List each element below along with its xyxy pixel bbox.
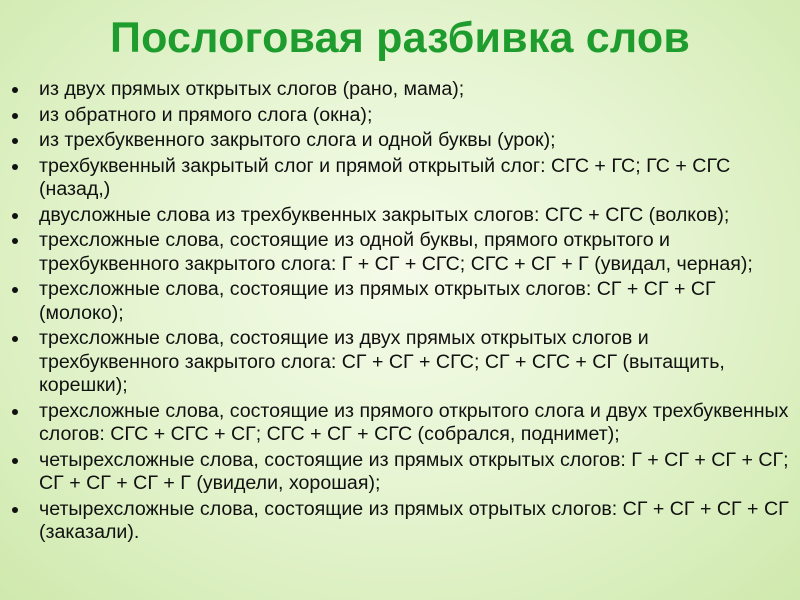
list-item: [12, 449, 790, 496]
list-item: [12, 278, 790, 325]
list-item: [12, 104, 790, 127]
list-item: [12, 498, 790, 545]
list-item-text: трехбуквенный закрытый слог и прямой открытый слог: СГС + ГС; ГС + СГС (назад,): [39, 154, 731, 201]
bullet-icon: [12, 507, 18, 513]
bullet-icon: [12, 409, 18, 415]
list-item-text: из двух прямых открытых слогов (рано, мама);: [39, 78, 465, 100]
list-item-text: из трехбуквенного закрытого слога и одной буквы (урок);: [39, 129, 556, 152]
list-item: [12, 327, 790, 397]
list-item-text: трехсложные слова, состоящие из двух прямых открытых слогов и трехбуквенного закрытого слога: СГ + СГ + СГС; СГ + СГС + СГ (вытащить, корешки);: [39, 327, 725, 397]
slide-title: Послоговая разбивка слов: [110, 14, 690, 62]
list-item: [12, 78, 790, 101]
list-item: [12, 129, 790, 152]
list-item-text: двусложные слова из трехбуквенных закрытых слогов: СГС + СГС (волков);: [39, 203, 730, 226]
bullet-icon: [12, 138, 18, 144]
list-item: [12, 204, 790, 227]
bullet-icon: [12, 458, 18, 464]
bullet-list: [12, 78, 790, 547]
list-item-text: четырехсложные слова, состоящие из прямых открытых слогов: Г + СГ + СГ + СГ; СГ + СГ + СГ + Г (увидели, хорошая);: [39, 448, 789, 495]
bullet-icon: [12, 113, 18, 119]
bullet-icon: [12, 336, 18, 342]
bullet-icon: [12, 87, 18, 93]
list-item-text: четырехсложные слова, состоящие из прямых отрытых слогов: СГ + СГ + СГ + СГ (заказали).: [39, 497, 789, 544]
list-item-text: трехсложные слова, состоящие из одной буквы, прямого открытого и трехбуквенного закрытого слога: Г + СГ + СГС; СГС + СГ + Г (увидал, черная);: [39, 229, 753, 275]
list-item: [12, 400, 790, 447]
bullet-icon: [12, 213, 18, 219]
bullet-icon: [12, 164, 18, 170]
list-item-text: трехсложные слова, состоящие из прямого открытого слога и двух трехбуквенных слогов: СГС + СГС + СГ; СГС + СГ + СГС (собрался, поднимет);: [39, 399, 789, 446]
list-item-text: трехсложные слова, состоящие из прямых открытых слогов: СГ + СГ + СГ (молоко);: [39, 278, 716, 324]
list-item-text: из обратного и прямого слога (окна);: [39, 103, 373, 126]
list-item: [12, 229, 790, 276]
bullet-icon: [12, 238, 18, 244]
bullet-icon: [12, 287, 18, 293]
list-item: [12, 155, 790, 202]
